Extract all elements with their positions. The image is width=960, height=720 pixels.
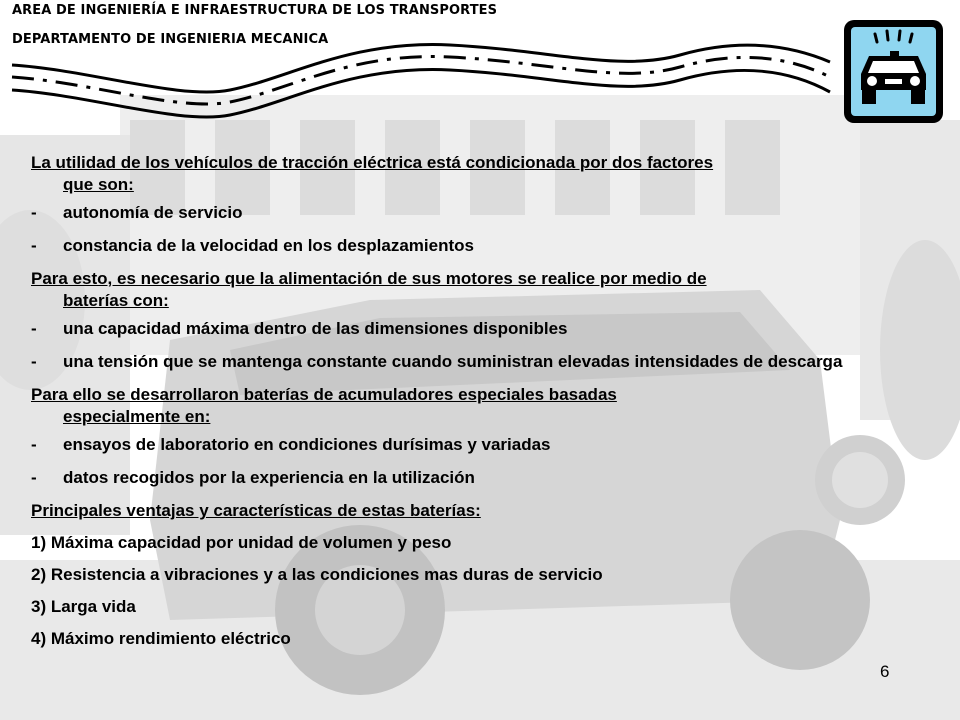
list-item-text: ensayos de laboratorio en condiciones durísimas y variadas (63, 435, 551, 454)
advantage-item: 2) Resistencia a vibraciones y a las condiciones mas duras de servicio (31, 565, 603, 584)
advantage-item: 3) Larga vida (31, 597, 136, 616)
bullet-dash: - (31, 435, 37, 454)
list-item (31, 235, 913, 257)
list-item (31, 434, 913, 456)
battery-line-1: Para esto, es necesario que la alimentación de sus motores se realice por medio de (31, 269, 707, 288)
list-item-text: datos recogidos por la experiencia en la utilización (63, 468, 475, 487)
advantage-item: 4) Máximo rendimiento eléctrico (31, 629, 291, 648)
bullet-dash: - (31, 203, 37, 222)
bullet-dash: - (31, 468, 37, 487)
bullet-dash: - (31, 352, 37, 371)
intro-line-1: La utilidad de los vehículos de tracción eléctrica está condicionada por dos factores (31, 153, 714, 172)
bullet-dash: - (31, 236, 37, 255)
header-area-title: AREA DE INGENIERÍA E INFRAESTRUCTURA DE LOS TRANSPORTES (12, 3, 498, 18)
list-item (31, 467, 913, 489)
slide-content (31, 152, 913, 660)
development-line-1: Para ello se desarrollaron baterías de acumuladores especiales basadas (31, 385, 617, 404)
battery-paragraph (31, 268, 913, 312)
development-line-2: especialmente en: (63, 407, 211, 426)
list-item-text: constancia de la velocidad en los desplazamientos (63, 236, 474, 255)
advantages-heading: Principales ventajas y características de estas baterías: (31, 501, 481, 520)
list-item (31, 202, 913, 224)
list-item (31, 318, 913, 340)
car-icon (842, 18, 945, 125)
car-logo (842, 18, 945, 125)
header-department-title: DEPARTAMENTO DE INGENIERIA MECANICA (12, 32, 329, 47)
battery-line-2: baterías con: (63, 291, 169, 310)
development-paragraph (31, 384, 913, 428)
intro-line-2: que son: (63, 175, 134, 194)
list-item-text: una capacidad máxima dentro de las dimensiones disponibles (63, 319, 568, 338)
list-item (31, 351, 913, 373)
list-item-text: autonomía de servicio (63, 203, 243, 222)
intro-paragraph (31, 152, 913, 196)
list-item-text: una tensión que se mantenga constante cuando suministran elevadas intensidades de descarga (63, 352, 843, 371)
advantage-item: 1) Máxima capacidad por unidad de volumen y peso (31, 533, 452, 552)
bullet-dash: - (31, 319, 37, 338)
road-banner (0, 0, 840, 120)
page-number: 6 (880, 662, 890, 681)
